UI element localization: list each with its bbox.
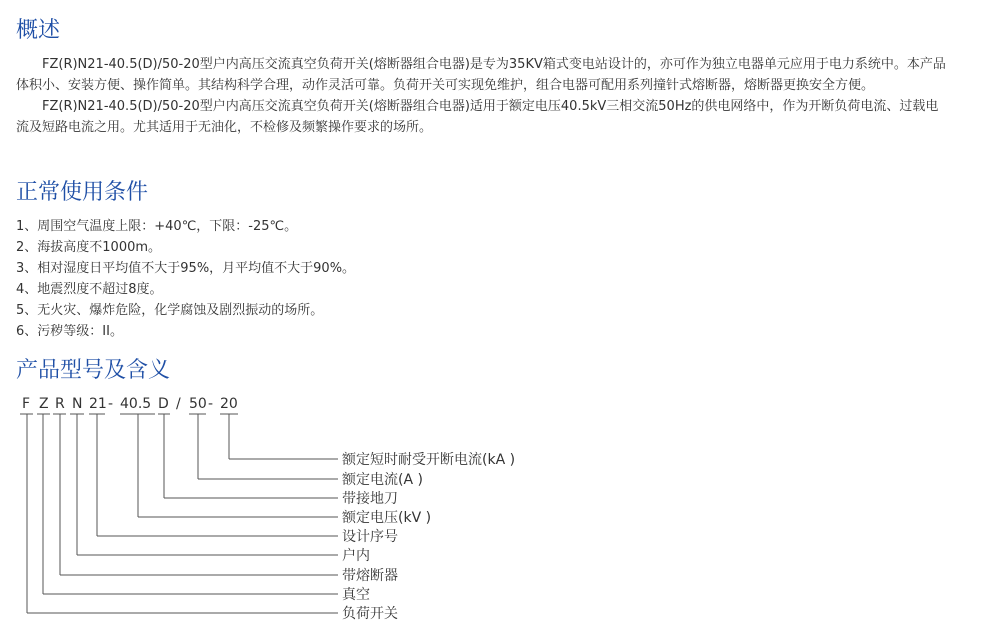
code-breaking-current: 20 bbox=[220, 396, 238, 412]
condition-item-1: 1、周围空气温度上限：+40℃，下限：-25℃。 bbox=[16, 219, 298, 234]
code-d: D bbox=[158, 396, 169, 412]
code-z: Z bbox=[39, 396, 49, 412]
meaning-rated-voltage: 额定电压(kV ) bbox=[342, 510, 432, 526]
code-current: 50 bbox=[189, 396, 207, 412]
code-slash: / bbox=[176, 396, 181, 412]
meaning-earthing-switch: 带接地刀 bbox=[342, 491, 398, 507]
code-design-number: 21 bbox=[89, 396, 107, 412]
condition-item-3: 3、相对湿度日平均值不大于95%，月平均值不大于90%。 bbox=[16, 261, 356, 276]
model-code-diagram bbox=[0, 388, 516, 628]
condition-item-4: 4、地震烈度不超过8度。 bbox=[16, 282, 163, 297]
condition-item-2: 2、海拔高度不1000m。 bbox=[16, 240, 162, 255]
meaning-rated-current: 额定电流(A ) bbox=[342, 472, 423, 488]
meaning-with-fuse: 带熔断器 bbox=[342, 568, 398, 584]
code-dash-2: - bbox=[208, 396, 214, 412]
code-dash-1: - bbox=[108, 396, 114, 412]
overview-paragraph-2: FZ(R)N21-40.5(D)/50-20型户内高压交流真空负荷开关(熔断器组合电器)适用于额定电压40.5kV三相交流50Hz的供电网络中，作为开断负荷电流、过载电流及短路电流之用。尤其适用于无油化，不检修及频繁操作要求的场所。 bbox=[16, 99, 939, 135]
meaning-indoor: 户内 bbox=[342, 548, 370, 564]
conditions-heading: 正常使用条件 bbox=[16, 180, 149, 205]
meaning-design-number: 设计序号 bbox=[342, 529, 398, 545]
overview-text bbox=[16, 54, 946, 138]
code-r: R bbox=[55, 396, 65, 412]
code-n: N bbox=[72, 396, 83, 412]
code-f: F bbox=[22, 396, 31, 412]
conditions-list bbox=[16, 216, 355, 342]
condition-item-6: 6、污秽等级：II。 bbox=[16, 324, 123, 339]
meaning-breaking-current: 额定短时耐受开断电流(kA ) bbox=[342, 452, 516, 468]
meaning-vacuum: 真空 bbox=[342, 587, 370, 603]
code-voltage: 40.5 bbox=[120, 396, 152, 412]
model-heading: 产品型号及含义 bbox=[16, 358, 171, 383]
overview-paragraph-1: FZ(R)N21-40.5(D)/50-20型户内高压交流真空负荷开关(熔断器组合电器)是专为35KV箱式变电站设计的，亦可作为独立电器单元应用于电力系统中。本产品体积小、安装方便、操作简单。其结构科学合理，动作灵活可靠。负荷开关可实现免维护，组合电器可配用系列撞针式熔断器，熔断器更换安全方便。 bbox=[16, 57, 946, 93]
overview-heading: 概述 bbox=[16, 18, 61, 43]
condition-item-5: 5、无火灾、爆炸危险，化学腐蚀及剧烈振动的场所。 bbox=[16, 303, 324, 318]
meaning-load-switch: 负荷开关 bbox=[342, 606, 398, 622]
